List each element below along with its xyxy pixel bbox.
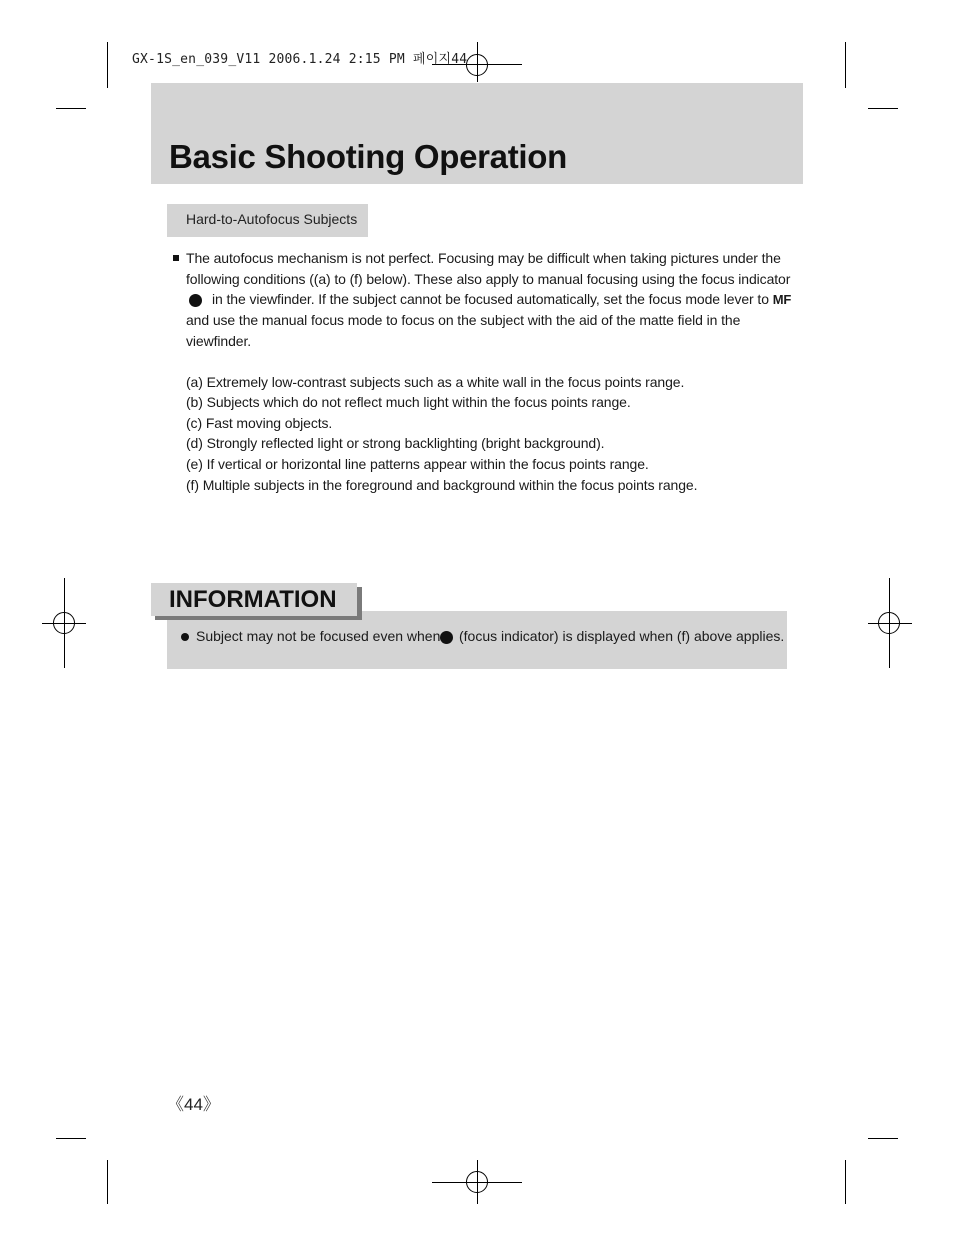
registration-circle: [53, 612, 75, 634]
focus-indicator-icon: [440, 631, 453, 644]
information-text: Subject may not be focused even when: [196, 628, 441, 644]
condition-item: (e) If vertical or horizontal line patterns appear within the focus points range.: [186, 456, 649, 472]
intro-line: and use the manual focus mode to focus on the subject with the aid of the matte field in the: [186, 312, 741, 328]
registration-circle: [466, 1171, 488, 1193]
information-text: (focus indicator) is displayed when (f) above applies.: [459, 628, 785, 644]
information-heading: INFORMATION: [169, 586, 337, 613]
condition-item: (d) Strongly reflected light or strong backlighting (bright background).: [186, 435, 605, 451]
page-title: Basic Shooting Operation: [169, 138, 568, 175]
condition-item: (b) Subjects which do not reflect much light within the focus points range.: [186, 394, 631, 410]
crop-mark: [107, 42, 108, 88]
section-label: Hard-to-Autofocus Subjects: [186, 211, 358, 227]
registration-circle: [878, 612, 900, 634]
crop-mark: [845, 1160, 846, 1204]
crop-mark: [107, 1160, 108, 1204]
crop-mark: [56, 108, 86, 109]
intro-line: The autofocus mechanism is not perfect. Focusing may be difficult when taking pictures under the: [186, 250, 781, 266]
page-number: 《44》: [167, 1095, 220, 1114]
condition-item: (a) Extremely low-contrast subjects such as a white wall in the focus points range.: [186, 374, 685, 390]
square-bullet-icon: [173, 255, 179, 261]
crop-mark: [868, 108, 898, 109]
intro-line: viewfinder.: [186, 333, 252, 349]
round-bullet-icon: [181, 633, 189, 641]
intro-line: [212, 290, 791, 309]
intro-line: following conditions ((a) to (f) below). These also apply to manual focusing using the focus indicator: [186, 271, 791, 287]
print-slug: GX-1S_en_039_V11 2006.1.24 2:15 PM 페이지44: [132, 52, 468, 67]
crop-mark: [868, 1138, 898, 1139]
crop-mark: [56, 1138, 86, 1139]
registration-circle: [466, 54, 488, 76]
mf-label: MF: [772, 292, 792, 307]
intro-line-text: in the viewfinder. If the subject cannot be focused automatically, set the focus mode lever to: [212, 291, 769, 307]
focus-indicator-icon: [189, 294, 202, 307]
crop-mark: [845, 42, 846, 88]
condition-item: (c) Fast moving objects.: [186, 415, 333, 431]
condition-item: (f) Multiple subjects in the foreground and background within the focus points range.: [186, 477, 698, 493]
